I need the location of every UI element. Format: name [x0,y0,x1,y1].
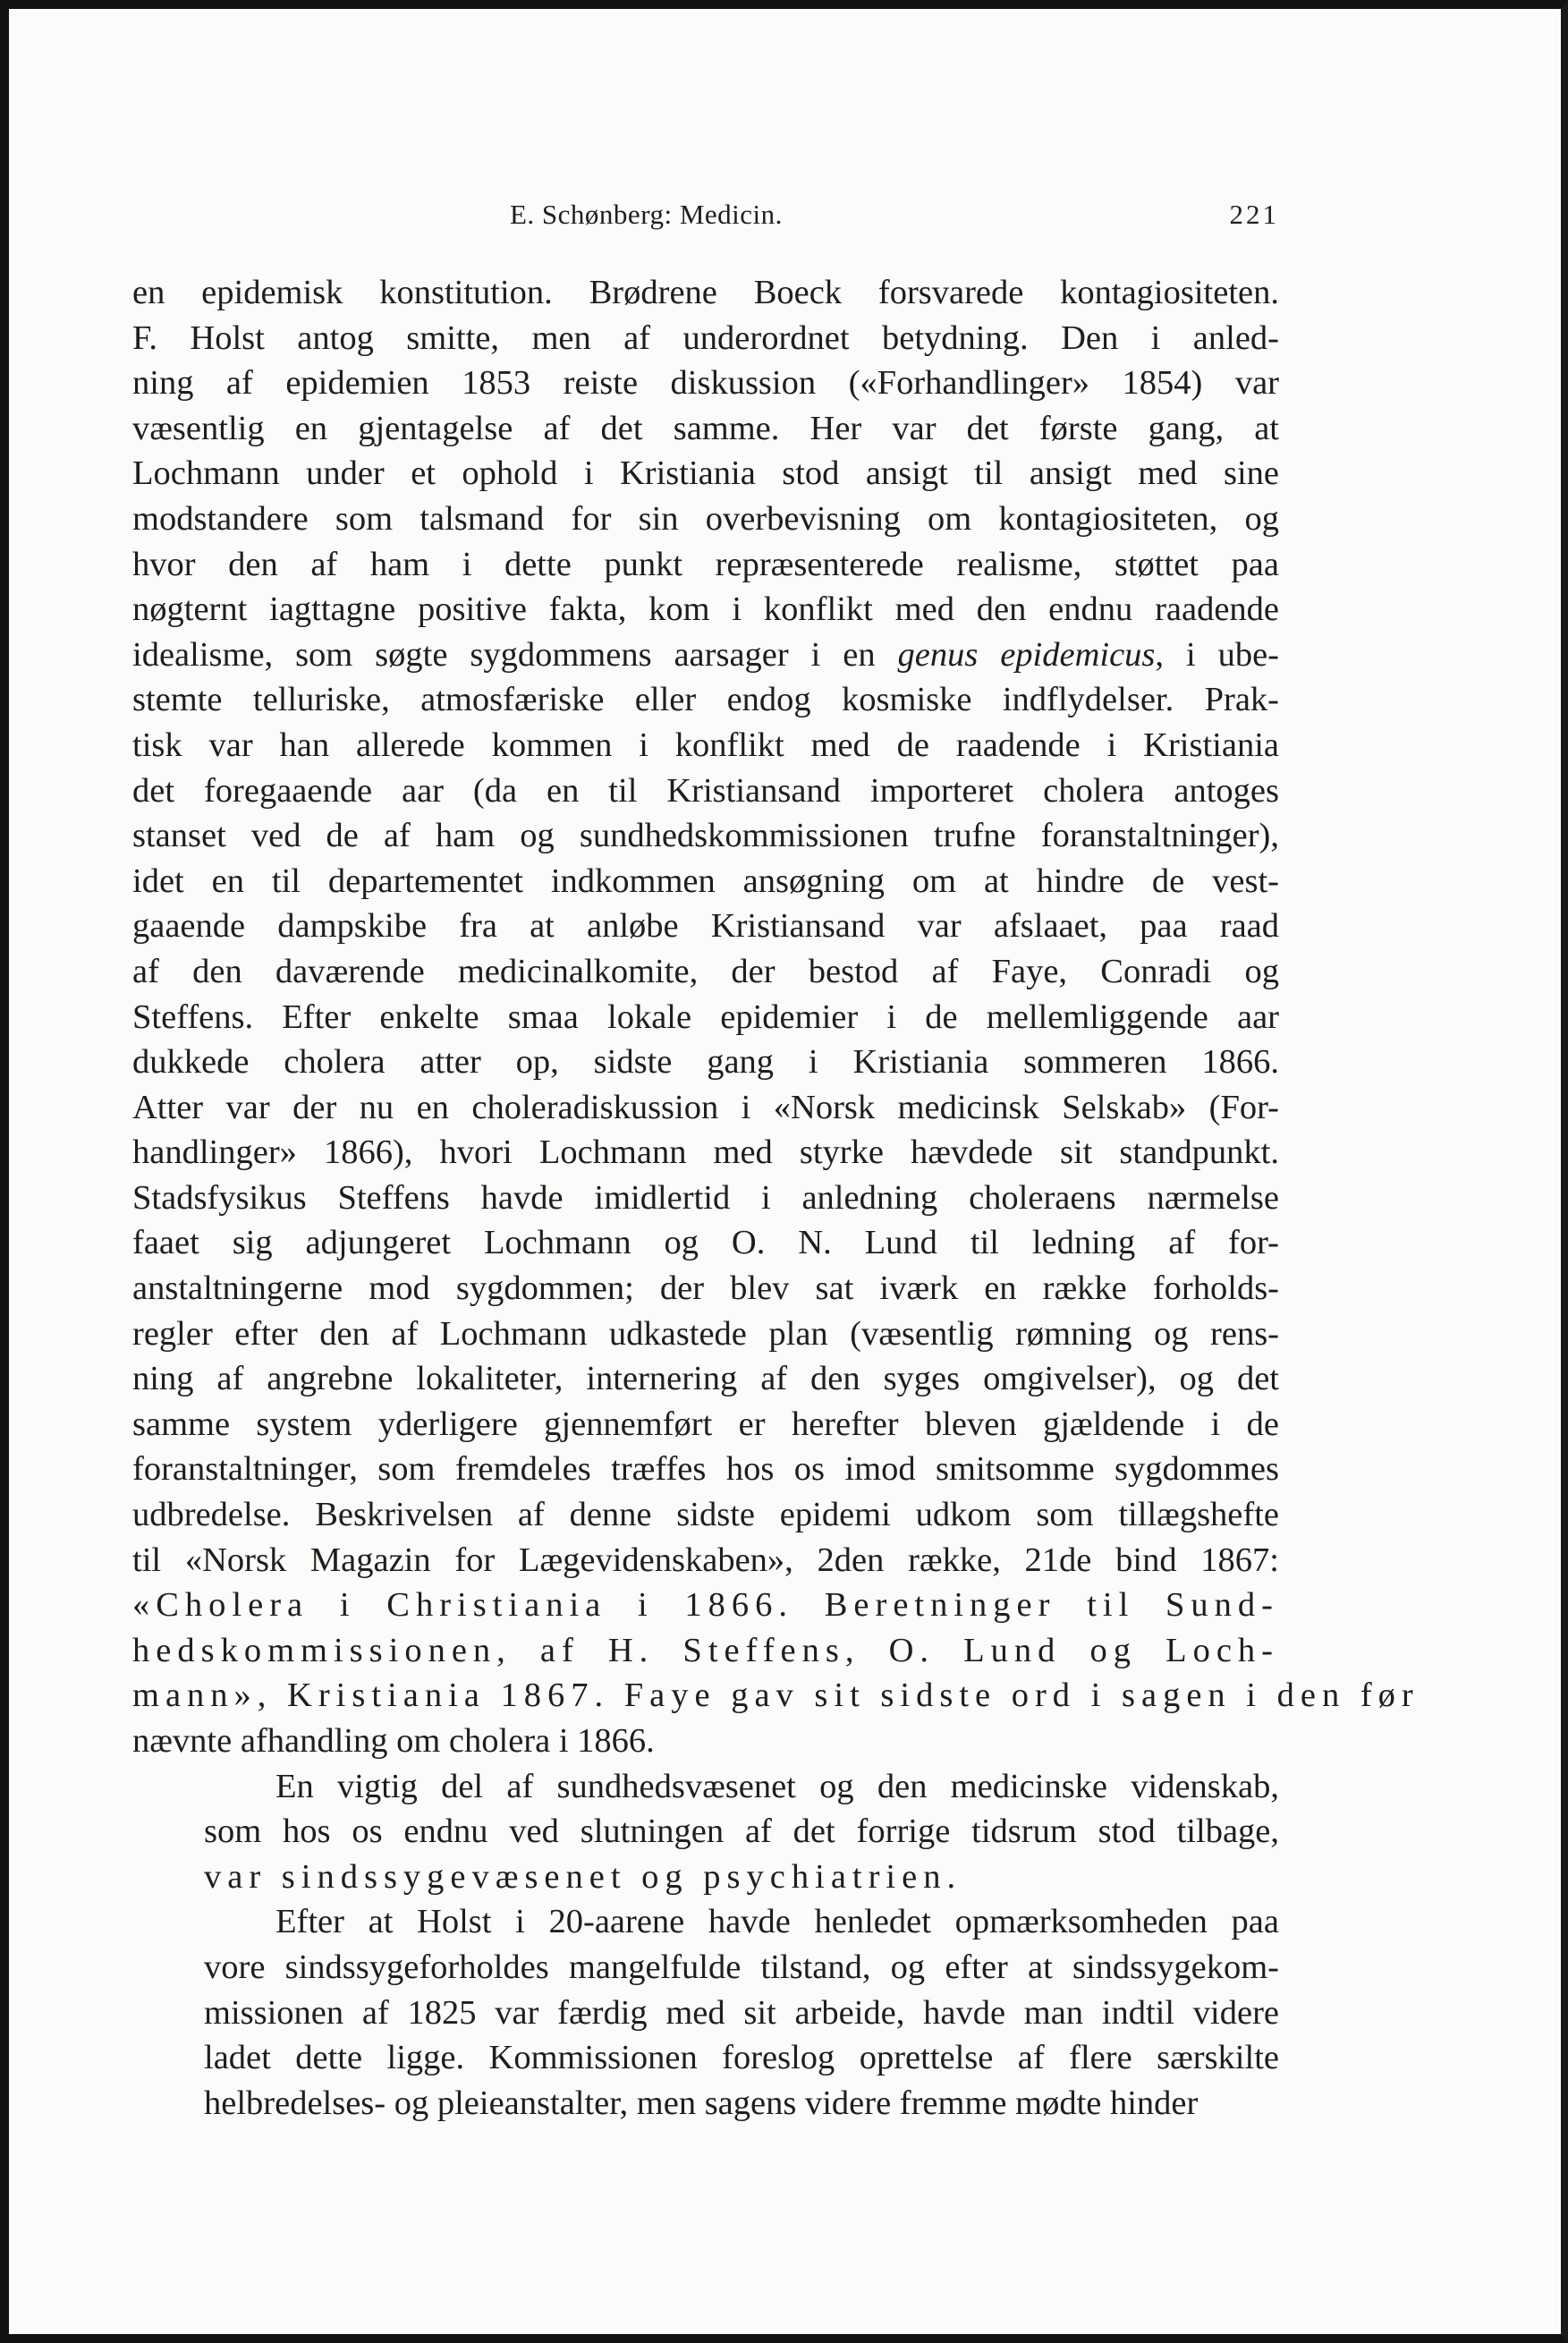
text-line: som hos os endnu ved slutningen af det forrige tidsrum stod tilbage, [204,1812,1279,1851]
text-line: det foregaaende aar (da en til Kristiansand importeret cholera antoges [132,771,1279,810]
text-line: missionen af 1825 var færdig med sit arbeide, havde man indtil videre [204,1993,1279,2032]
text-line: hedskommissionen, af H. Steffens, O. Lund og Loch- [132,1631,1279,1669]
text-line: væsentlig en gjentagelse af det samme. Her var det første gang, at [132,409,1279,447]
text-line: var sindssygevæsenet og psychiatrien. [204,1857,962,1896]
text-line: samme system yderligere gjennemført er herefter bleven gjældende i de [132,1405,1279,1443]
text-line: udbredelse. Beskrivelsen af denne sidste epidemi udkom som tillægshefte [132,1496,1279,1534]
body-text [132,270,1420,2126]
text-line: handlinger» 1866), hvori Lochmann med styrke hævdede sit standpunkt. [132,1133,1279,1172]
text-line: tisk var han allerede kommen i konflikt med de raadende i Kristiania [132,726,1279,764]
text-line: Stadsfysikus Steffens havde imidlertid i anledning choleraens nærmelse [132,1178,1279,1217]
running-title: E. Schønberg: Medicin. [510,199,783,230]
text-line: ladet dette ligge. Kommissionen foreslog oprettelse af flere særskilte [204,2039,1279,2077]
text-line: modstandere som talsmand for sin overbevisning om kontagiositeten, og [132,499,1279,538]
text-line: idealisme, som søgte sygdommens aarsager i en genus epidemicus, i ube- [132,635,1279,674]
text-line: Efter at Holst i 20-aarene havde henledet opmærksomheden paa [275,1903,1279,1941]
text-line: stemte telluriske, atmosfæriske eller endog kosmiske indflydelser. Prak- [132,681,1279,719]
text-line: dukkede cholera atter op, sidste gang i Kristiania sommeren 1866. [132,1043,1279,1082]
text-line: nøgternt iagttagne positive fakta, kom i konflikt med den endnu raadende [132,590,1279,629]
paragraph [132,270,1420,1764]
text-line: stanset ved de af ham og sundhedskommissionen trufne foranstaltninger), [132,817,1279,855]
text-line: foranstaltninger, som fremdeles træffes hos os imod smitsomme sygdommes [132,1450,1279,1489]
text-line: F. Holst antog smitte, men af underordnet betydning. Den i anled- [132,318,1279,357]
text-line: Lochmann under et ophold i Kristiania stod ansigt til ansigt med sine [132,454,1279,493]
text-line: mann», Kristiania 1867. Faye gav sit sidste ord i sagen i den før [132,1677,1420,1715]
text-line: En vigtig del af sundhedsvæsenet og den medicinske videnskab, [275,1767,1279,1805]
paragraph [132,1764,1279,1900]
paragraph [132,1899,1279,2126]
text-line: Atter var der nu en choleradiskussion i «Norsk medicinsk Selskab» (For- [132,1088,1279,1126]
text-line: Steffens. Efter enkelte smaa lokale epidemier i de mellemliggende aar [132,997,1279,1036]
text-line: idet en til departementet indkommen ansøgning om at hindre de vest- [132,862,1279,900]
text-line: faaet sig adjungeret Lochmann og O. N. Lund til ledning af for- [132,1224,1279,1262]
text-line: en epidemisk konstitution. Brødrene Boeck forsvarede kontagiositeten. [132,274,1279,311]
text-line: nævnte afhandling om cholera i 1866. [132,1722,655,1760]
text-line: vore sindssygeforholdes mangelfulde tilstand, og efter at sindssygekom- [204,1948,1279,1986]
text-line: til «Norsk Magazin for Lægevidenskaben», 2den række, 21de bind 1867: [132,1541,1279,1579]
text-line: hvor den af ham i dette punkt repræsenterede realisme, støttet paa [132,545,1279,583]
text-line: ning af angrebne lokaliteter, internering af den syges omgivelser), og det [132,1360,1279,1398]
text-line: regler efter den af Lochmann udkastede plan (væsentlig rømning og rens- [132,1314,1279,1353]
text-line: «Cholera i Christiania i 1866. Beretninger til Sund- [132,1586,1279,1625]
text-line: helbredelses- og pleieanstalter, men sagens videre fremme mødte hinder [204,2084,1199,2122]
text-line: anstaltningerne mod sygdommen; der blev sat iværk en række forholds- [132,1269,1279,1308]
text-line: gaaende dampskibe fra at anløbe Kristiansand var afslaaet, paa raad [132,907,1279,946]
running-head [134,199,1279,243]
text-line: ning af epidemien 1853 reiste diskussion («Forhandlinger» 1854) var [132,364,1279,403]
text-line: af den daværende medicinalkomite, der bestod af Faye, Conradi og [132,952,1279,990]
italic-term: genus epidemicus [897,635,1156,674]
page-number: 221 [1229,199,1279,230]
